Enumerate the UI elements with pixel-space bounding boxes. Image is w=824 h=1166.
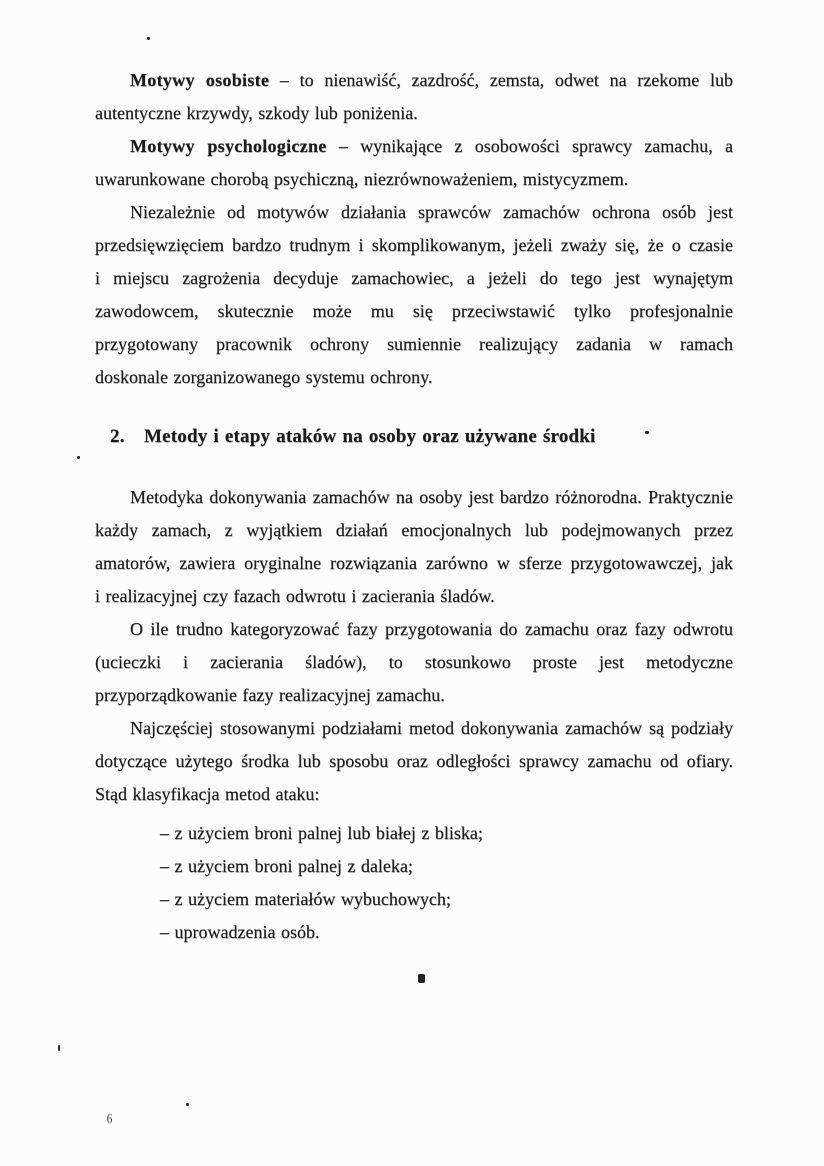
text-line: Stąd klasyfikacja metod ataku:	[95, 784, 320, 804]
text-line: uwarunkowane chorobą psychiczną, niezrównoważeniem, mistycyzmem.	[95, 169, 629, 189]
text-line: Niezależnie od motywów działania sprawców zamachów ochrona osób jest	[130, 202, 733, 222]
text-line: Motywy psychologiczne – wynikające z osobowości sprawcy zamachu, a	[130, 136, 733, 156]
page-number: 6	[106, 1112, 113, 1127]
text-line: przygotowany pracownik ochrony sumiennie realizujący zadania w ramach	[95, 334, 733, 354]
list-item: – z użyciem materiałów wybuchowych;	[160, 889, 451, 909]
text-line: (ucieczki i zacierania śladów), to stosunkowo proste jest metodyczne	[95, 652, 733, 672]
scan-speck	[186, 1103, 189, 1106]
text-line: Metodyka dokonywania zamachów na osoby jest bardzo różnorodna. Praktycznie	[130, 487, 733, 507]
scan-speck	[645, 431, 649, 434]
text-line: Motywy osobiste – to nienawiść, zazdrość, zemsta, odwet na rzekome lub	[130, 70, 733, 90]
bullet-list	[95, 817, 733, 949]
page-text	[95, 64, 733, 949]
bold-run: Motywy osobiste	[130, 70, 270, 90]
section-heading	[95, 420, 733, 453]
text-line: doskonale zorganizowanego systemu ochrony.	[95, 367, 433, 387]
text-line: przedsięwzięciem bardzo trudnym i skomplikowanym, jeżeli zważy się, że o czasie	[95, 235, 733, 255]
text-line: amatorów, zawiera oryginalne rozwiązania zarówno w sferze przygotowawczej, jak	[95, 553, 733, 573]
bold-run: Motywy psychologiczne	[130, 136, 327, 156]
text-line: zawodowcem, skutecznie może mu się przeciwstawić tylko profesjonalnie	[95, 301, 733, 321]
list-item: – z użyciem broni palnej lub białej z bliska;	[160, 823, 483, 843]
scan-speck	[77, 456, 80, 459]
text-line: dotyczące użytego środka lub sposobu oraz odległości sprawcy zamachu od ofiary.	[95, 751, 733, 771]
list-item: – z użyciem broni palnej z daleka;	[160, 856, 413, 876]
paragraph	[95, 64, 733, 130]
text-line: i realizacyjnej czy fazach odwrotu i zacierania śladów.	[95, 586, 495, 606]
text-line: każdy zamach, z wyjątkiem działań emocjonalnych lub podejmowanych przez	[95, 520, 733, 540]
section-number: 2.	[110, 426, 125, 447]
paragraph	[95, 130, 733, 196]
paragraph	[95, 481, 733, 613]
paragraph	[95, 196, 733, 394]
text-line: autentyczne krzywdy, szkody lub poniżenia.	[95, 103, 418, 123]
scan-speck	[147, 37, 150, 40]
text-line: Najczęściej stosowanymi podziałami metod dokonywania zamachów są podziały	[130, 718, 733, 738]
text-line: O ile trudno kategoryzować fazy przygotowania do zamachu oraz fazy odwrotu	[130, 619, 733, 639]
text-line: i miejscu zagrożenia decyduje zamachowiec, a jeżeli do tego jest wynajętym	[95, 268, 733, 288]
paragraph	[95, 613, 733, 712]
text-line: przyporządkowanie fazy realizacyjnej zamachu.	[95, 685, 445, 705]
paragraph	[95, 712, 733, 811]
section-title: Metody i etapy ataków na osoby oraz używane środki	[144, 426, 596, 447]
scan-speck	[418, 974, 425, 983]
scan-speck	[58, 1045, 60, 1051]
list-item: – uprowadzenia osób.	[160, 922, 320, 942]
